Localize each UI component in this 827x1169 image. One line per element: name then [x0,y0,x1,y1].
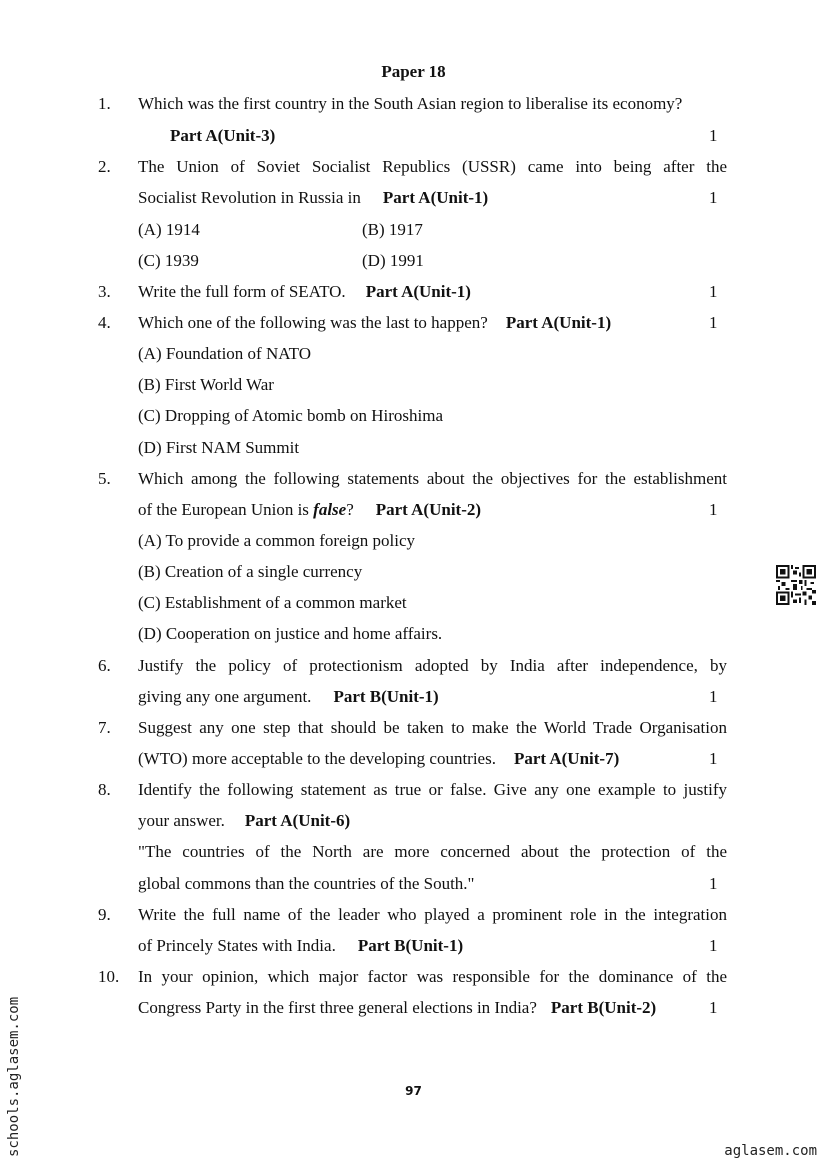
question-text: Which one of the following was the last to happen? [138,313,488,332]
question-text-line2 [138,500,481,520]
question-text-fragment: of the European Union is [138,500,309,519]
question-text-line2 [138,188,488,208]
question-text-line [138,282,471,302]
option: (C) 1939 [138,251,199,270]
part-reference: Part B(Unit-1) [357,936,464,955]
question-number: 1. [98,94,111,113]
question-text: Write the full name of the leader who played a prominent role in the integration [138,905,727,924]
question-text-fragment: of Princely States with India. [138,936,336,955]
marks: 1 [709,998,718,1017]
marks: 1 [709,188,718,207]
part-reference: Part A(Unit-1) [365,282,471,301]
watermark-corner: aglasem.com [724,1143,817,1159]
question-number: 10. [98,967,120,986]
question-number: 5. [98,469,111,488]
part-reference: Part B(Unit-1) [333,687,439,706]
question-text-line2 [138,687,439,707]
part-reference: Part A(Unit-1) [382,188,489,207]
question-text: Justify the policy of protectionism adopted by India after independence, by [138,656,727,675]
marks: 1 [709,282,718,301]
option: (B) First World War [138,375,274,394]
option: (A) 1914 [138,220,200,239]
quoted-statement: "The countries of the North are more concerned about the protection of the [138,842,727,861]
quoted-statement-end: global commons than the countries of the South." [138,874,475,893]
option: (B) Creation of a single currency [138,562,363,581]
marks: 1 [709,313,718,332]
question-text: The Union of Soviet Socialist Republics (USSR) came into being after the [138,157,727,176]
question-number: 8. [98,780,111,799]
part-reference: Part A(Unit-1) [505,313,612,332]
question-text-fragment: your answer. [138,811,225,830]
question-text-fragment: (WTO) more acceptable to the developing countries. [138,749,496,768]
emphasis-word: false [313,500,347,519]
question-text-line2 [138,998,656,1018]
question-text: Which was the first country in the South Asian region to liberalise its economy? [138,94,683,113]
question-text-line2 [138,749,619,769]
option: (D) 1991 [362,251,424,270]
part-reference: Part A(Unit-6) [244,811,351,830]
question-number: 2. [98,157,111,176]
marks: 1 [709,687,718,706]
part-reference: Part B(Unit-2) [550,998,657,1017]
option: (D) Cooperation on justice and home affairs. [138,624,443,643]
question-text: Which among the following statements about the objectives for the establishment [138,469,727,488]
question-text-fragment: giving any one argument. [138,687,312,706]
marks: 1 [709,874,718,893]
watermark-side: schools.aglasem.com [6,996,22,1157]
question-text-fragment: Socialist Revolution in Russia in [138,188,361,207]
question-text-line2 [138,811,350,831]
question-text: Identify the following statement as true or false. Give any one example to justify [138,780,727,799]
part-reference: Part A(Unit-2) [375,500,482,519]
question-text-line2 [138,936,463,956]
option: (A) To provide a common foreign policy [138,531,416,550]
question-number: 6. [98,656,111,675]
question-text-fragment: ? [346,500,354,519]
paper-title: Paper 18 [381,62,446,81]
qr-code-icon [776,565,816,605]
part-reference: Part A(Unit-3) [170,126,276,145]
option: (B) 1917 [362,220,423,239]
marks: 1 [709,936,718,955]
question-number: 7. [98,718,111,737]
question-text: Write the full form of SEATO. [138,282,346,301]
marks: 1 [709,749,718,768]
option: (C) Establishment of a common market [138,593,407,612]
question-text-line [138,313,611,333]
option: (A) Foundation of NATO [138,344,311,363]
question-text: In your opinion, which major factor was responsible for the dominance of the [138,967,727,986]
question-text: Suggest any one step that should be taken to make the World Trade Organisation [138,718,727,737]
question-text-fragment: Congress Party in the first three general elections in India? [138,998,537,1017]
question-number: 9. [98,905,111,924]
marks: 1 [709,126,718,145]
option: (D) First NAM Summit [138,438,300,457]
part-reference: Part A(Unit-7) [513,749,620,768]
option: (C) Dropping of Atomic bomb on Hiroshima [138,406,444,425]
question-number: 4. [98,313,111,332]
question-number: 3. [98,282,111,301]
page-number: 97 [405,1084,422,1098]
marks: 1 [709,500,718,519]
